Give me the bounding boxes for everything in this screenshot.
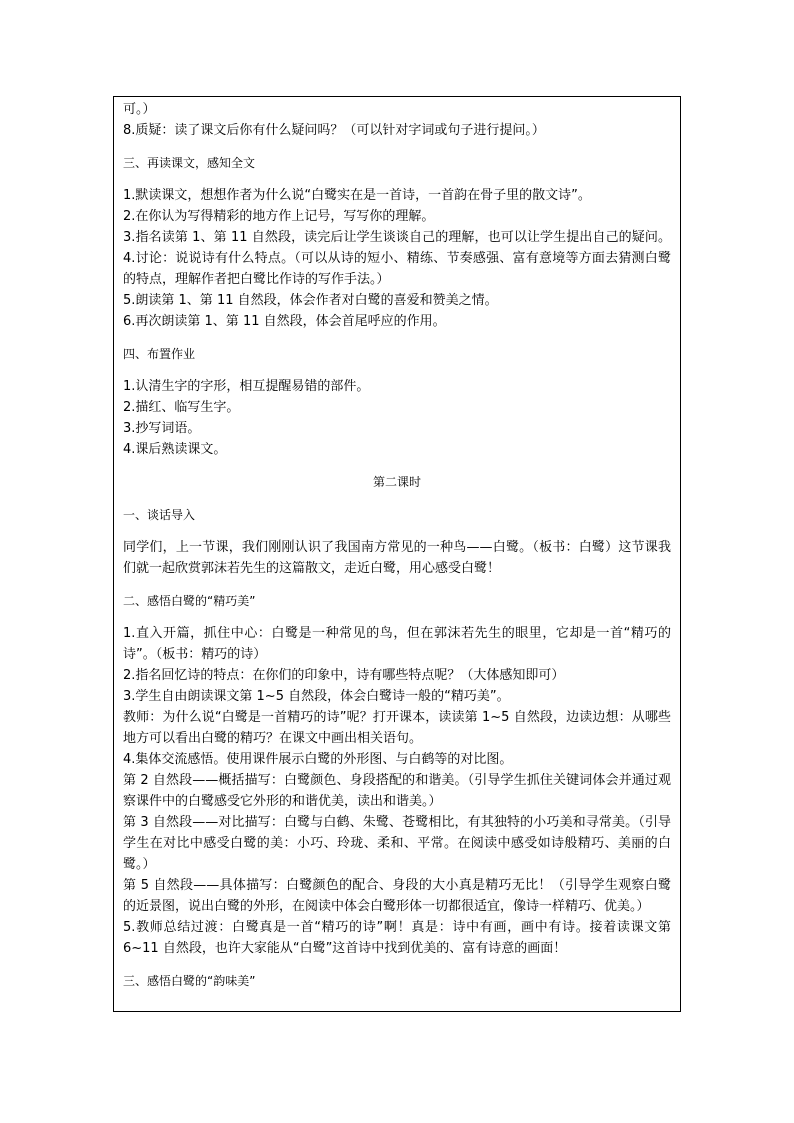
paragraph: 2.在你认为写得精彩的地方作上记号，写写你的理解。: [123, 209, 435, 224]
paragraph: 3.抄写词语。: [123, 421, 201, 436]
paragraph: 5.教师总结过渡：白鹭真是一首“精巧的诗”啊！真是：诗中有画，画中有诗。接着读课文第 6~11 自然段，也许大家能从“白鹭”这首诗中找到优美的、富有诗意的画面！: [123, 920, 671, 956]
paragraph: 教师：为什么说“白鹭是一首精巧的诗”呢？打开课本，读读第 1~5 自然段，边读边想：从哪些地方可以看出白鹭的精巧？在课文中画出相关语句。: [123, 710, 671, 746]
lesson-plan-box: [113, 96, 681, 1012]
paragraph: 同学们，上一节课，我们刚刚认识了我国南方常见的一种鸟——白鹭。（板书：白鹭）这节课我们就一起欣赏郭沫若先生的这篇散文，走近白鹭，用心感受白鹭！: [123, 540, 671, 576]
paragraph: 2.指名回忆诗的特点：在你们的印象中，诗有哪些特点呢？（大体感知即可）: [123, 668, 565, 683]
section-heading-delicate-beauty: 二、感悟白鹭的“精巧美”: [123, 594, 256, 608]
section-reread-content: [123, 185, 671, 332]
section-heading-intro: 一、谈话导入: [123, 508, 196, 522]
paragraph: 2.描红、临写生字。: [123, 400, 240, 415]
paragraph: 5.朗读第 1、第 11 自然段，体会作者对白鹭的喜爱和赞美之情。: [123, 293, 498, 308]
paragraph: 1.认清生字的字形，相互提醒易错的部件。: [123, 379, 370, 394]
section-delicate-beauty-content: [123, 623, 671, 959]
lesson-two-title: 第二课时: [372, 475, 421, 489]
section-heading-homework: 四、布置作业: [123, 347, 196, 361]
paragraph: 第 2 自然段——概括描写：白鹭颜色、身段搭配的和谐美。（引导学生抓住关键词体会并通过观察课件中的白鹭感受它外形的和谐优美，读出和谐美。）: [123, 773, 671, 809]
paragraph: 1.直入开篇，抓住中心：白鹭是一种常见的鸟，但在郭沫若先生的眼里，它却是一首“精巧的诗”。（板书：精巧的诗）: [123, 626, 671, 662]
section-intro-content: [123, 537, 671, 579]
section-questions: [123, 99, 671, 141]
paragraph: 1.默读课文，想想作者为什么说“白鹭实在是一首诗，一首韵在骨子里的散文诗”。: [123, 188, 591, 203]
section-homework-content: [123, 376, 671, 460]
paragraph: 3.学生自由朗读课文第 1~5 自然段，体会白鹭诗一般的“精巧美”。: [123, 689, 510, 704]
paragraph: 第 5 自然段——具体描写：白鹭颜色的配合、身段的大小真是精巧无比！（引导学生观察白鹭的近景图，说出白鹭的外形，在阅读中体会白鹭形体一切都很适宜，像诗一样精巧、优美。）: [123, 878, 671, 914]
paragraph: 4.集体交流感悟。使用课件展示白鹭的外形图、与白鹤等的对比图。: [123, 752, 513, 767]
section-heading-reread: 三、再读课文，感知全文: [123, 156, 256, 170]
paragraph: 6.再次朗读第 1、第 11 自然段，体会首尾呼应的作用。: [123, 314, 446, 329]
paragraph: 可。）: [123, 102, 156, 117]
paragraph: 4.课后熟读课文。: [123, 442, 227, 457]
section-heading-charm-beauty: 三、感悟白鹭的“韵味美”: [123, 974, 256, 988]
paragraph: 第 3 自然段——对比描写：白鹭与白鹤、朱鹭、苍鹭相比，有其独特的小巧美和寻常美。（引导学生在对比中感受白鹭的美：小巧、玲珑、柔和、平常。在阅读中感受如诗般精巧、美丽的白鹭。）: [123, 815, 671, 872]
paragraph: 8.质疑：读了课文后你有什么疑问吗？（可以针对字词或句子进行提问。）: [123, 123, 545, 138]
paragraph: 3.指名读第 1、第 11 自然段，读完后让学生谈谈自己的理解，也可以让学生提出自己的疑问。4.讨论：说说诗有什么特点。（可以从诗的短小、精练、节奏感强、富有意境等方面去猜测白鹭的特点，理解作者把白鹭比作诗的写作手法。）: [123, 230, 671, 287]
